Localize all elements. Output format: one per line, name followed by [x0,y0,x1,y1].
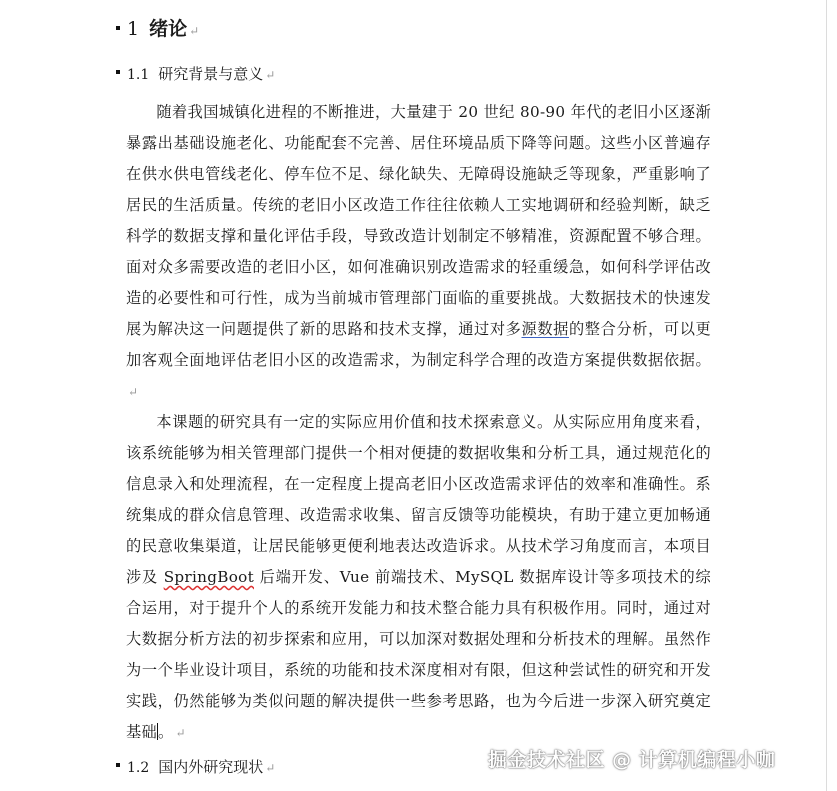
heading-bullet [116,70,120,74]
paragraph-mark-icon: ↵ [189,24,200,38]
body-paragraph-1[interactable] [126,97,711,408]
paragraph-text: 本课题的研究具有一定的实际应用价值和技术探索意义。从实际应用角度来看，该系统能够为相关管理部门提供一个相对便捷的数据收集和分析工具，通过规范化的信息录入和处理流程，在一定程度上提高老旧小区改造需求评估的效率和准确性。系统集成的群众信息管理、改造需求收集、留言反馈等功能模块，有助于建立更加畅通的民意收集渠道，让居民能够更便利地表达改造诉求。从技术学习角度而言，本项目涉及 [126,413,711,586]
heading-chapter-1[interactable] [116,14,199,41]
heading-bullet [116,26,120,30]
paragraph-mark-icon: ↵ [175,726,186,740]
grammar-underlined-text[interactable]: 源数据 [521,320,569,338]
heading-section-1-2[interactable] [116,756,275,777]
paragraph-mark-icon: ↵ [128,385,139,399]
watermark: 掘金技术社区 @ 计算机编程小咖 [488,749,776,771]
paragraph-mark-icon: ↵ [265,761,276,775]
heading-number: 1 [127,18,140,40]
heading-title: 国内外研究现状 [158,758,264,776]
body-paragraph-2[interactable] [126,407,711,749]
paragraph-text: 后端开发、Vue 前端技术、MySQL 数据库设计等多项技术的综合运用，对于提升个人的系统开发能力和技术整合能力具有积极作用。同时，通过对大数据分析方法的初步探索和应用，可以加深对数据处理和分析技术的理解。虽然作为一个毕业设计项目，系统的功能和技术深度相对有限，但这种尝试性的研究和开发实践，仍然能够为类似问题的解决提供一些参考思路，也为今后进一步深入研究奠定基础 [126,568,711,741]
spellcheck-underlined-word[interactable]: SpringBoot [163,568,254,586]
heading-number: 1.1 [127,67,150,83]
heading-number: 1.2 [127,760,150,776]
paragraph-mark-icon: ↵ [265,68,276,82]
heading-title: 研究背景与意义 [158,65,264,83]
paragraph-text: 的整合分析，可以更加客观全面地评估老旧小区的改造需求，为制定科学合理的改造方案提供数据依据。 [126,320,712,369]
page-edge [826,0,827,791]
paragraph-text: 随着我国城镇化进程的不断推进，大量建于 20 世纪 80-90 年代的老旧小区逐渐暴露出基础设施老化、功能配套不完善、居住环境品质下降等问题。这些小区普遍存在供水供电管线老化、停车位不足、绿化缺失、无障碍设施缺乏等现象，严重影响了居民的生活质量。传统的老旧小区改造工作往往依赖人工实地调研和经验判断，缺乏科学的数据支撑和量化评估手段，导致改造计划制定不够精准，资源配置不够合理。面对众多需要改造的老旧小区，如何准确识别改造需求的轻重缓急，如何科学评估改造的必要性和可行性，成为当前城市管理部门面临的重要挑战。大数据技术的快速发展为解决这一问题提供了新的思路和技术支撑，通过对多 [126,103,711,338]
paragraph-text: 。 [157,723,174,741]
heading-title: 绪论 [149,18,188,40]
heading-section-1-1[interactable] [116,63,275,84]
heading-bullet [116,763,120,767]
